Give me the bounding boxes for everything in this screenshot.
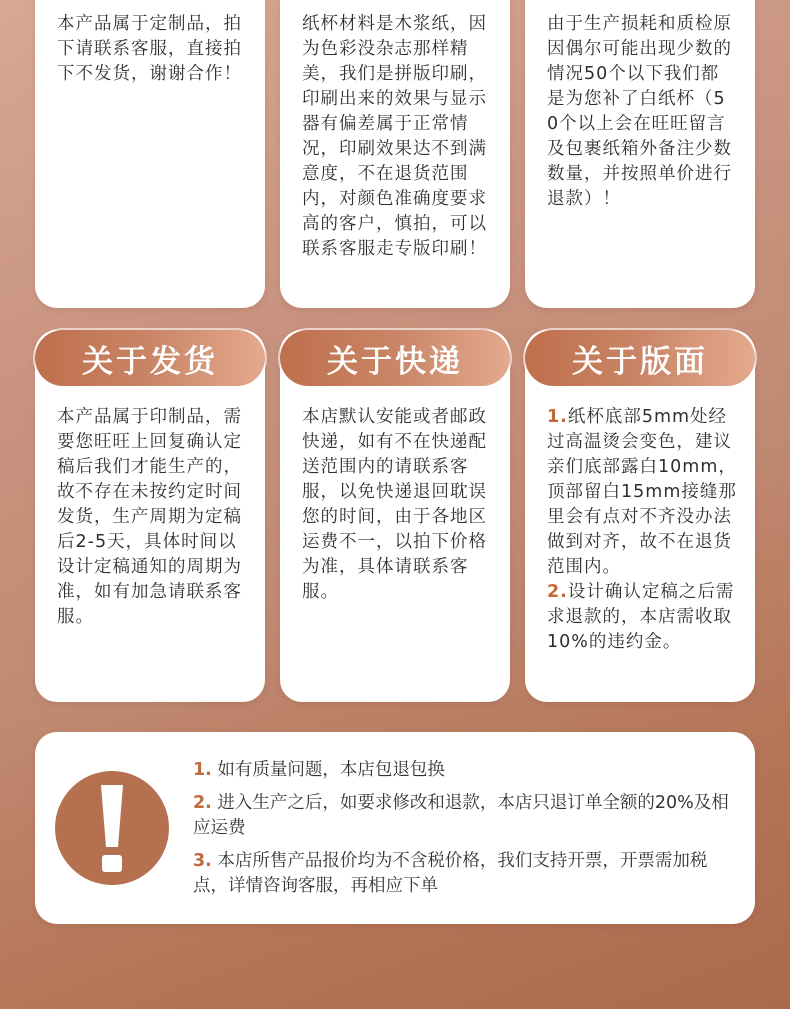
shipping-text: 本产品属于印制品，需要您旺旺上回复确认定稿后我们才能生产的，故不存在未按约定时间发货，生产周期为定稿后2-5天，具体时间以设计定稿通知的周期为准，如有加急请联系客服。 — [57, 407, 242, 627]
courier-title: 关于快递 — [280, 330, 510, 386]
notice-list — [193, 758, 739, 907]
notice-item-2 — [193, 791, 739, 841]
layout-item-2-text: 设计确认定稿之后需求退款的，本店需收取10%的违约金。 — [547, 582, 735, 652]
notice-item-2-text: 进入生产之后，如要求修改和退款，本店只退订单全额的20%及相应运费 — [193, 793, 729, 838]
notice-item-1 — [193, 758, 739, 783]
layout-item-1-num: 1. — [547, 407, 568, 427]
courier-text: 本店默认安能或者邮政快递，如有不在快递配送范围内的请联系客服，以免快递退回耽误您的时间，由于各地区运费不一，以拍下价格为准，具体请联系客服。 — [302, 407, 487, 602]
policy-card-text: 由于生产损耗和质检原因偶尔可能出现少数的情况50个以下我们都是为您补了白纸杯（50个以上会在旺旺留言及包裹纸箱外备注少数数量，并按照单价进行退款）！ — [547, 14, 732, 209]
policy-card-custom — [35, 0, 265, 308]
layout-item-1-text: 纸杯底部5mm处经过高温烫会变色，建议亲们底部露白10mm，顶部留白15mm接缝那里会有点对不齐没办法做到对齐，故不在退货范围内。 — [547, 407, 737, 577]
policy-card-text: 本产品属于定制品，拍下请联系客服，直接拍下不发货，谢谢合作！ — [57, 14, 242, 84]
exclamation-icon — [55, 771, 169, 885]
layout-item-2-num: 2. — [547, 582, 568, 602]
policy-card-text: 纸杯材料是木浆纸，因为色彩没杂志那样精美，我们是拼版印刷，印刷出来的效果与显示器有偏差属于正常情况，印刷效果达不到满意度，不在退货范围内，对颜色准确度要求高的客户，慎拍，可以联系客服走专版印刷！ — [302, 14, 487, 259]
notice-item-1-num: 1. — [193, 760, 212, 780]
exclamation-glyph — [55, 771, 169, 885]
notice-item-3-text: 本店所售产品报价均为不含税价格，我们支持开票，开票需加税点，详情咨询客服，再相应下单 — [193, 851, 708, 896]
layout-title: 关于版面 — [525, 330, 755, 386]
layout-list — [547, 405, 737, 655]
policy-card-material — [280, 0, 510, 308]
shipping-title: 关于发货 — [35, 330, 265, 386]
notice-item-3-num: 3. — [193, 851, 212, 871]
policy-card-quantity — [525, 0, 755, 308]
notice-item-1-text: 如有质量问题，本店包退包换 — [217, 760, 445, 780]
notice-item-3 — [193, 849, 739, 899]
notice-item-2-num: 2. — [193, 793, 212, 813]
